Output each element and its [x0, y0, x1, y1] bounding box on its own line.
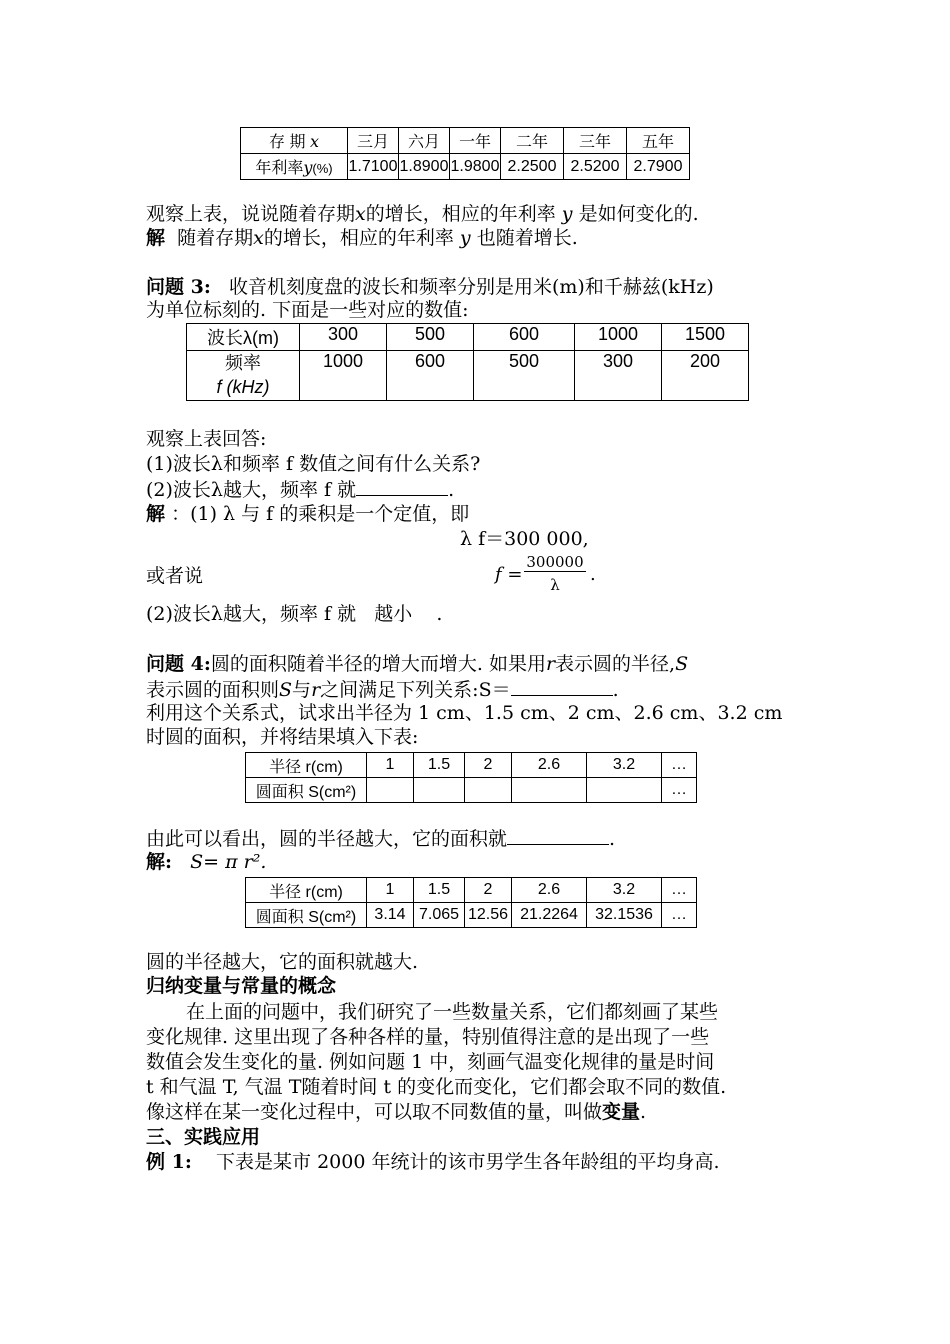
frac-period: . [590, 564, 596, 585]
q3-text-2: 为单位标刻的. 下面是一些对应的数值: [146, 299, 469, 321]
table-cell: 2.6 [512, 878, 587, 903]
q4-conclude: 由此可以看出，圆的半径越大，它的面积就 . [146, 828, 616, 850]
table-cell: 3.2 [587, 753, 662, 778]
area-table-filled [245, 877, 697, 928]
frac-numerator: 300000 [524, 553, 586, 572]
q3-solution-1: 解 ：(1) λ 与 f 的乘积是一个定值，即 [146, 503, 470, 525]
table-cell: 2.6 [512, 753, 587, 778]
table-cell: … [662, 778, 697, 803]
area-header: 圆面积 S(cm²) [246, 778, 367, 803]
table-cell: 三月 [348, 128, 399, 154]
empty-cell[interactable] [414, 778, 465, 803]
table-cell: 12.56 [465, 903, 512, 928]
rate-header: 年利率y(%) [241, 154, 348, 180]
frac-lhs: f = [495, 564, 523, 585]
empty-cell[interactable] [512, 778, 587, 803]
table-cell: 600 [474, 324, 575, 351]
q3-solution-2: (2)波长λ越大，频率 f 就 越小 . [146, 603, 443, 625]
table-cell: … [662, 753, 697, 778]
empty-cell[interactable] [465, 778, 512, 803]
table-cell: 一年 [450, 128, 501, 154]
table-cell: 1500 [662, 324, 749, 351]
area-header: 圆面积 S(cm²) [246, 903, 367, 928]
area-table-empty [245, 752, 697, 803]
empty-cell[interactable] [367, 778, 414, 803]
table-cell: 600 [387, 351, 474, 401]
table-cell: 2 [465, 878, 512, 903]
q3-or-say: 或者说 [146, 565, 204, 587]
q4-text-3: 利用这个关系式，试求出半径为 1 cm、1.5 cm、2 cm、2.6 cm、3.2 cm [146, 702, 783, 724]
table-cell: 500 [387, 324, 474, 351]
answer-blank[interactable] [511, 677, 613, 696]
wavelength-table [186, 323, 749, 401]
table-cell: 3.2 [587, 878, 662, 903]
table-cell: 3.14 [367, 903, 414, 928]
q4-solution: 解: S= π r². [146, 851, 267, 873]
concept-p2: 变化规律. 这里出现了各种各样的量，特别值得注意的是出现了一些 [146, 1026, 710, 1048]
table-cell: 7.065 [414, 903, 465, 928]
table-cell: 300 [300, 324, 387, 351]
q3-sub-1: (1)波长λ和频率 f 数值之间有什么关系? [146, 453, 481, 475]
q4-final: 圆的半径越大，它的面积就越大. [146, 951, 419, 973]
concept-p1: 在上面的问题中，我们研究了一些数量关系，它们都刻画了某些 [186, 1001, 719, 1023]
table-cell: 1 [367, 753, 414, 778]
frequency-header: 频率 f (kHz) [187, 351, 300, 401]
q3-sub-2: (2)波长λ越大，频率 f 就 . [146, 479, 455, 501]
table-cell: 1.5 [414, 878, 465, 903]
table-cell: 六月 [399, 128, 450, 154]
table-cell: 1.8900 [399, 154, 450, 180]
table-cell: 1000 [300, 351, 387, 401]
interest-table [240, 127, 690, 180]
q2-solution: 解 随着存期x的增长，相应的年利率 y 也随着增长. [146, 227, 578, 249]
table-cell: 2.7900 [627, 154, 690, 180]
example-1: 例 1: 下表是某市 2000 年统计的该市男学生各年龄组的平均身高. [146, 1151, 720, 1173]
concept-title: 归纳变量与常量的概念 [146, 975, 337, 997]
table-cell: 500 [474, 351, 575, 401]
table-cell: 2 [465, 753, 512, 778]
q3-text-1: 问题 3: 收音机刻度盘的波长和频率分别是用米(m)和千赫兹(kHz) [146, 276, 714, 298]
wavelength-header: 波长λ(m) [187, 324, 300, 351]
table-cell: 1000 [575, 324, 662, 351]
table-cell: 1.7100 [348, 154, 399, 180]
frac-denominator: λ [550, 576, 560, 594]
table-cell: 三年 [564, 128, 627, 154]
answer-blank[interactable] [507, 826, 609, 845]
table-cell: 1.5 [414, 753, 465, 778]
q3-solution-eq: λ f＝300 000, [460, 528, 589, 550]
table-cell: 五年 [627, 128, 690, 154]
empty-cell[interactable] [587, 778, 662, 803]
term-header: 存 期 x [241, 128, 348, 154]
table-cell: 300 [575, 351, 662, 401]
table-cell: 32.1536 [587, 903, 662, 928]
radius-header: 半径 r(cm) [246, 878, 367, 903]
q4-text-2: 表示圆的面积则S与r之间满足下列关系:S＝ . [146, 679, 619, 701]
concept-p4: t 和气温 T, 气温 T随着时间 t 的变化而变化，它们都会取不同的数值. [146, 1076, 727, 1098]
table-cell: … [662, 903, 697, 928]
q3-observe: 观察上表回答: [146, 428, 267, 450]
table-cell: 200 [662, 351, 749, 401]
section-title: 三、实践应用 [146, 1126, 261, 1148]
table-cell: 2.5200 [564, 154, 627, 180]
q4-text-1: 问题 4:圆的面积随着半径的增大而增大. 如果用r表示圆的半径,S [146, 653, 689, 675]
concept-p3: 数值会发生变化的量. 例如问题 1 中，刻画气温变化规律的量是时间 [146, 1051, 715, 1073]
q4-text-4: 时圆的面积，并将结果填入下表: [146, 726, 419, 748]
answer-blank[interactable] [356, 477, 448, 496]
table-cell: 2.2500 [501, 154, 564, 180]
radius-header: 半径 r(cm) [246, 753, 367, 778]
table-cell: 21.2264 [512, 903, 587, 928]
table-cell: 1 [367, 878, 414, 903]
table-cell: … [662, 878, 697, 903]
table-cell: 1.9800 [450, 154, 501, 180]
table-cell: 二年 [501, 128, 564, 154]
concept-p5: 像这样在某一变化过程中，可以取不同数值的量，叫做变量. [146, 1101, 647, 1123]
q2-observe: 观察上表，说说随着存期x的增长，相应的年利率 y 是如何变化的. [146, 203, 699, 225]
